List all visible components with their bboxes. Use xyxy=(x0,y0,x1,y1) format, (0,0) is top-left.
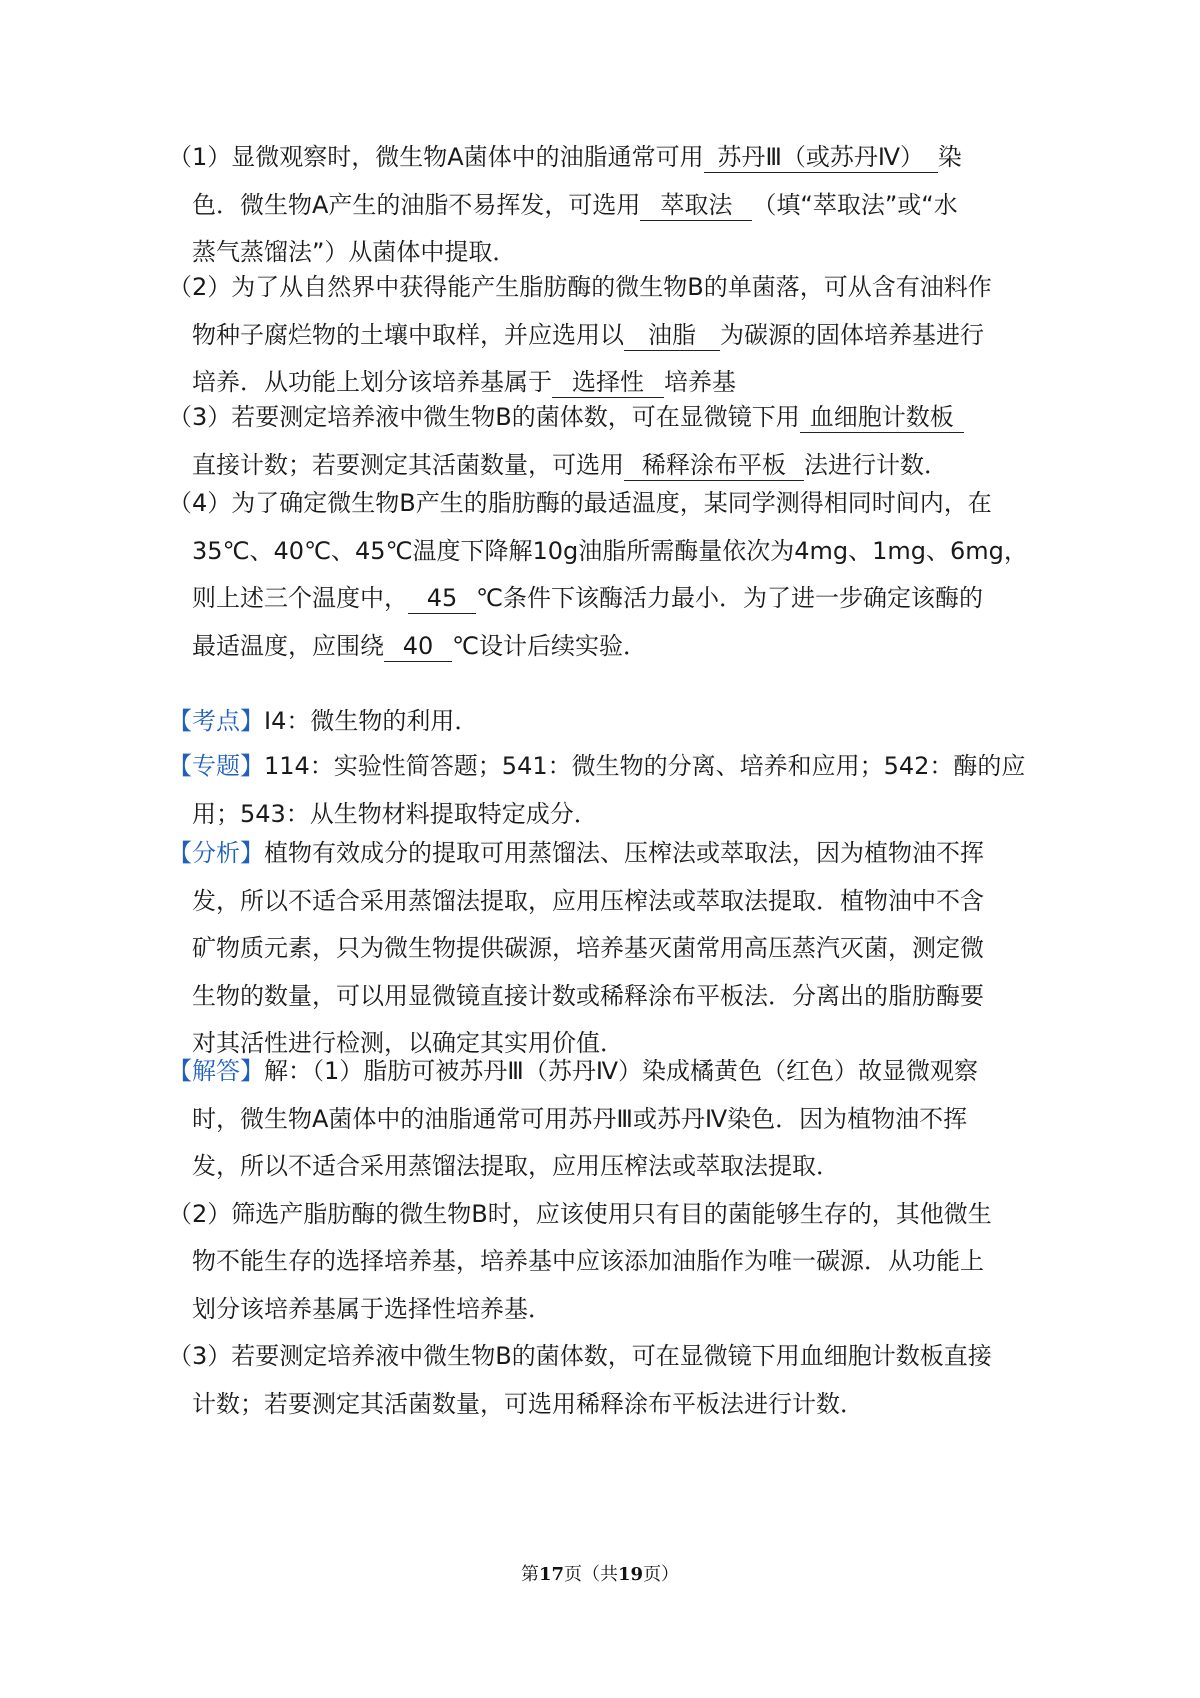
jieda-line-3: 发，所以不适合采用蒸馏法提取，应用压榨法或萃取法提取． xyxy=(192,1152,840,1180)
q4-line-3 xyxy=(168,575,1048,623)
jieda-p2-line-2: 物不能生存的选择培养基，培养基中应该添加油脂作为唯一碳源．从功能上 xyxy=(192,1247,984,1275)
fenxi-label: 【分析】 xyxy=(168,839,264,867)
kaodian-label: 【考点】 xyxy=(168,707,264,735)
q4-line-4 xyxy=(168,623,1048,671)
footer-suffix: 页） xyxy=(643,1564,680,1585)
jieda-label: 【解答】 xyxy=(168,1057,264,1085)
q4-answer-blank-1: 45 xyxy=(408,583,476,614)
kaodian-section xyxy=(168,698,1048,746)
q4-line-2: 35℃、40℃、45℃温度下降解10g油脂所需酶量依次为4mg、1mg、6mg， xyxy=(192,536,1028,565)
kaodian-line xyxy=(168,698,1048,746)
jieda-p2-line-3: 划分该培养基属于选择性培养基． xyxy=(192,1294,552,1323)
jieda-text-1: 解：（1）脂肪可被苏丹Ⅲ（苏丹Ⅳ）染成橘黄色（红色）故显微观察 xyxy=(264,1057,978,1085)
footer-mid: 页（共 xyxy=(564,1564,618,1585)
q3-answer-blank-2: 稀释涂布平板 xyxy=(624,450,804,481)
zhuanti-label: 【专题】 xyxy=(168,752,264,780)
question-2 xyxy=(168,264,1048,407)
zhuanti-section xyxy=(168,743,1048,838)
q4-text-4: ℃设计后续实验． xyxy=(452,631,647,660)
fenxi-line-5: 对其活性进行检测，以确定其实用价值． xyxy=(192,1029,624,1057)
q2-answer-blank-1: 油脂 xyxy=(624,320,720,351)
q2-line-2 xyxy=(168,312,1048,360)
fenxi-text-1: 植物有效成分的提取可用蒸馏法、压榨法或萃取法，因为植物油不挥 xyxy=(264,839,984,867)
q3-line-1 xyxy=(168,394,1048,442)
zhuanti-text-1: 114：实验性简答题；541：微生物的分离、培养和应用；542：酶的应 xyxy=(264,752,1026,780)
q1-answer-blank-2: 萃取法 xyxy=(640,190,752,221)
q4-line-1: （4）为了确定微生物B产生的脂肪酶的最适温度，某同学测得相同时间内，在 xyxy=(168,489,992,517)
jieda-section xyxy=(168,1048,1048,1428)
question-4 xyxy=(168,480,1048,670)
q1-text-4: （填“萃取法”或“水 xyxy=(752,190,958,219)
jieda-p3-line-1: （3）若要测定培养液中微生物B的菌体数，可在显微镜下用血细胞计数板直接 xyxy=(168,1342,992,1370)
q2-text-2: 为碳源的固体培养基进行 xyxy=(720,320,984,349)
q1-line-1 xyxy=(168,134,1048,182)
fenxi-line-3: 矿物质元素，只为微生物提供碳源，培养基灭菌常用高压蒸汽灭菌，测定微 xyxy=(192,934,984,962)
q2-line-1: （2）为了从自然界中获得能产生脂肪酶的微生物B的单菌落，可从含有油料作 xyxy=(168,273,992,301)
total-pages: 19 xyxy=(618,1564,644,1585)
page-number: 17 xyxy=(538,1564,564,1585)
q1-line-2 xyxy=(168,182,1048,230)
jieda-line-2: 时，微生物A菌体中的油脂通常可用苏丹Ⅲ或苏丹Ⅳ染色．因为植物油不挥 xyxy=(192,1104,968,1133)
q2-answer-blank-2: 选择性 xyxy=(552,367,664,398)
q1-text: （1）显微观察时，微生物A菌体中的油脂通常可用 xyxy=(168,143,704,171)
q3-answer-blank-1: 血细胞计数板 xyxy=(800,402,964,433)
q1-text-2: 染 xyxy=(937,143,962,171)
q2-text: 物种子腐烂物的土壤中取样，并应选用以 xyxy=(192,320,624,349)
fenxi-line-1 xyxy=(168,830,1048,878)
footer-prefix: 第 xyxy=(520,1564,539,1585)
q1-line-3: 蒸气蒸馏法”）从菌体中提取． xyxy=(192,238,517,266)
q2-text-4: 培养基 xyxy=(664,368,736,396)
q3-text-3: 法进行计数． xyxy=(804,450,948,479)
q1-answer-blank-1: 苏丹Ⅲ（或苏丹Ⅳ） xyxy=(704,142,938,173)
jieda-p3-line-2: 计数；若要测定其活菌数量，可选用稀释涂布平板法进行计数． xyxy=(192,1389,864,1418)
q3-text-2: 直接计数；若要测定其活菌数量，可选用 xyxy=(192,450,624,479)
fenxi-line-4: 生物的数量，可以用显微镜直接计数或稀释涂布平板法．分离出的脂肪酶要 xyxy=(192,981,984,1010)
q4-text: 则上述三个温度中， xyxy=(192,584,408,612)
q4-text-2: ℃条件下该酶活力最小．为了进一步确定该酶的 xyxy=(476,584,983,612)
jieda-p2-line-1: （2）筛选产脂肪酶的微生物B时，应该使用只有目的菌能够生存的，其他微生 xyxy=(168,1199,992,1228)
q4-text-3: 最适温度，应围绕 xyxy=(192,631,384,660)
jieda-line-1 xyxy=(168,1048,1048,1096)
question-1 xyxy=(168,134,1048,277)
q2-text-3: 培养．从功能上划分该培养基属于 xyxy=(192,368,552,396)
q4-answer-blank-2: 40 xyxy=(384,631,452,662)
question-3 xyxy=(168,394,1048,489)
q1-text-3: 色．微生物A产生的油脂不易挥发，可选用 xyxy=(192,190,641,219)
fenxi-section xyxy=(168,830,1048,1068)
page-footer xyxy=(0,1560,1200,1586)
fenxi-line-2: 发，所以不适合采用蒸馏法提取，应用压榨法或萃取法提取．植物油中不含 xyxy=(192,886,984,915)
kaodian-text: I4：微生物的利用． xyxy=(264,707,479,735)
zhuanti-line-2: 用；543：从生物材料提取特定成分． xyxy=(192,799,598,828)
zhuanti-line-1 xyxy=(168,743,1048,791)
q3-text: （3）若要测定培养液中微生物B的菌体数，可在显微镜下用 xyxy=(168,403,800,431)
